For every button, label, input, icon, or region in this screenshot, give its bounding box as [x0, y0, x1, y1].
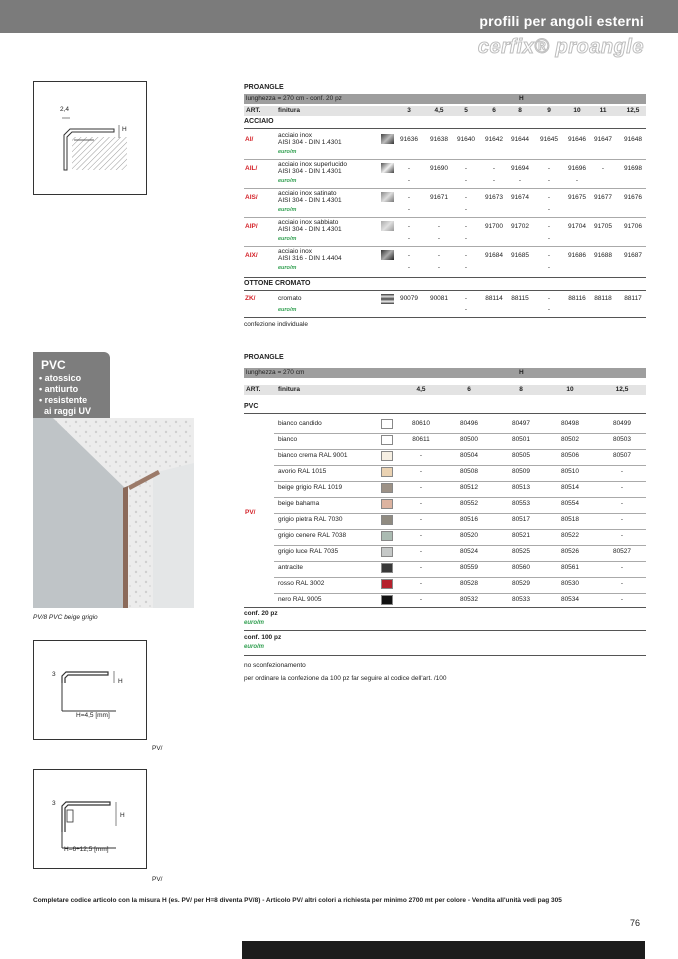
article-code: 80528: [459, 580, 479, 587]
price-cell: -: [547, 235, 551, 242]
article-code: 91673: [484, 194, 504, 201]
article-code: -: [419, 596, 423, 603]
article-code: -: [419, 532, 423, 539]
article-code: 80497: [511, 420, 531, 427]
article-code: -: [464, 223, 468, 230]
price-cell: -: [464, 306, 468, 313]
price-cell: -: [547, 264, 551, 271]
article-code: 90081: [429, 295, 449, 302]
pvc-feature: • resistente: [39, 395, 88, 405]
article-code: 80510: [560, 468, 580, 475]
table2-art-code: PV/: [245, 509, 256, 516]
article-code: 80517: [511, 516, 531, 523]
row-desc: acciaio inox satinato: [278, 190, 337, 197]
article-code: -: [620, 500, 624, 507]
article-code: 91677: [593, 194, 613, 201]
article-code: 80522: [560, 532, 580, 539]
dim-height-label: H: [120, 812, 125, 819]
color-name: beige bahama: [278, 500, 320, 507]
art-code: AIX/: [245, 252, 258, 259]
article-code: 91671: [429, 194, 449, 201]
article-code: -: [419, 564, 423, 571]
euro-label: euro/m: [278, 265, 297, 271]
article-code: -: [620, 468, 624, 475]
color-name: nero RAL 9005: [278, 596, 322, 603]
article-code: 88115: [511, 295, 529, 302]
article-code: 80526: [560, 548, 580, 555]
article-code: 91700: [484, 223, 504, 230]
table2-size-head: 10: [566, 386, 574, 393]
article-code: -: [437, 252, 441, 259]
finish-swatch: [381, 221, 394, 231]
article-code: 88118: [594, 295, 612, 302]
pvc-panel-title: PVC: [41, 358, 66, 372]
article-code: 80530: [560, 580, 580, 587]
table1-colheads: [244, 106, 646, 116]
table-row: [244, 529, 646, 544]
table1-finitura-head: finitura: [278, 107, 301, 114]
article-code: 91640: [456, 136, 476, 143]
row-desc: AISI 316 - DIN 1.4404: [278, 255, 342, 262]
table2-conf20: conf. 20 pz: [244, 610, 278, 617]
table-row: [244, 497, 646, 512]
article-code: 80529: [511, 580, 531, 587]
footer-bar: [242, 941, 645, 959]
color-swatch: [381, 547, 393, 557]
article-code: 88117: [624, 295, 642, 302]
color-name: grigio luce RAL 7035: [278, 548, 339, 555]
table-row: [244, 593, 646, 608]
diagram-code: PV/: [152, 745, 163, 752]
color-swatch: [381, 451, 393, 461]
art-code: AIS/: [245, 194, 258, 201]
article-code: -: [464, 165, 468, 172]
article-code: -: [419, 548, 423, 555]
table1-size-head: 10: [573, 107, 581, 114]
row-desc: acciaio inox superlucido: [278, 161, 348, 168]
table1-subheader: [244, 94, 646, 104]
table-row: [244, 433, 646, 448]
article-code: -: [419, 484, 423, 491]
pvc-feature-panel: [33, 352, 110, 426]
price-cell: -: [437, 235, 441, 242]
table1-size-head: 11: [599, 107, 607, 114]
finish-swatch: [381, 250, 394, 260]
article-code: 80506: [560, 452, 580, 459]
article-code: 91704: [567, 223, 587, 230]
color-swatch: [381, 579, 393, 589]
art-code: ZK/: [245, 295, 256, 302]
article-code: -: [620, 532, 624, 539]
table1-size-head: 9: [547, 107, 551, 114]
article-code: 91705: [593, 223, 613, 230]
article-code: -: [419, 468, 423, 475]
table2-size-head: 12,5: [615, 386, 629, 393]
color-name: avorio RAL 1015: [278, 468, 327, 475]
color-swatch: [381, 435, 393, 445]
price-cell: -: [464, 177, 468, 184]
article-code: -: [407, 252, 411, 259]
photo-caption: PV/8 PVC beige grigio: [33, 614, 98, 621]
table1-subheader-text: lunghezza = 270 cm - conf. 20 pz: [246, 95, 342, 102]
pvc-feature: • antiurto: [39, 384, 79, 394]
page-title: profili per angoli esterni: [479, 13, 644, 29]
page-number: 76: [630, 918, 641, 928]
table2-finitura-head: finitura: [278, 386, 301, 393]
article-code: 80610: [411, 420, 431, 427]
color-name: beige grigio RAL 1019: [278, 484, 343, 491]
row-desc: acciaio inox sabbiato: [278, 219, 339, 226]
diagram-caption: H=6÷12,5 [mm]: [64, 846, 109, 853]
article-code: 80520: [459, 532, 479, 539]
article-code: -: [547, 295, 551, 302]
article-code: 80525: [511, 548, 531, 555]
profile-diagram-pvc-small: [33, 640, 147, 740]
table-row: [244, 577, 646, 592]
footer-note: Completare codice articolo con la misura H (es. PV/ per H=8 diventa PV/8) - Articolo PV/ altri colori a richiesta per minimo 2700 mt per colore - Vendita all'unità vedi pag 305: [33, 897, 562, 904]
article-code: 88116: [568, 295, 586, 302]
dim-width-label: 3: [52, 800, 56, 807]
table-row: [244, 513, 646, 528]
table1-footer: confezione individuale: [244, 321, 308, 328]
dim-width-label: 2,4: [60, 106, 70, 113]
table2-subheader-text: lunghezza = 270 cm: [246, 369, 305, 376]
euro-label: euro/m: [278, 149, 297, 155]
article-code: 91694: [510, 165, 530, 172]
article-code: 80527: [612, 548, 632, 555]
profile-diagram-steel: [33, 81, 147, 195]
article-code: 80509: [511, 468, 531, 475]
article-code: 91698: [623, 165, 643, 172]
article-code: 90079: [399, 295, 419, 302]
article-code: 80500: [459, 436, 479, 443]
table1-size-head: 6: [492, 107, 496, 114]
color-swatch: [381, 595, 393, 605]
article-code: -: [620, 516, 624, 523]
row-desc: AISI 304 - DIN 1.4301: [278, 226, 342, 233]
table2-note2: per ordinare la confezione da 100 pz far seguire al codice dell'art. /100: [244, 675, 447, 682]
article-code: 91684: [484, 252, 504, 259]
article-code: -: [419, 580, 423, 587]
price-cell: -: [464, 206, 468, 213]
table1-art-head: ART.: [246, 107, 261, 114]
article-code: 91685: [510, 252, 530, 259]
article-code: -: [492, 165, 496, 172]
product-photo: [33, 418, 194, 608]
table2-conf100-euro: euro/m: [244, 644, 265, 650]
table2-conf100: conf. 100 pz: [244, 634, 282, 641]
color-name: bianco crema RAL 9001: [278, 452, 348, 459]
table-row: [244, 417, 646, 432]
pvc-feature: • atossico: [39, 373, 82, 383]
article-code: 80504: [459, 452, 479, 459]
pvc-feature-list: [39, 373, 91, 417]
article-code: 91645: [539, 136, 559, 143]
table1-size-head: 3: [407, 107, 411, 114]
table2-size-head: 8: [519, 386, 523, 393]
article-code: 80518: [560, 516, 580, 523]
article-code: -: [547, 165, 551, 172]
art-code: AIL/: [245, 165, 258, 172]
price-cell: -: [575, 177, 579, 184]
row-desc: AISI 304 - DIN 1.4301: [278, 168, 342, 175]
table2-section: PROANGLE: [244, 354, 284, 361]
diagram-caption: H=4,5 [mm]: [76, 712, 110, 719]
color-name: bianco candido: [278, 420, 322, 427]
table1-size-head: 4,5: [434, 107, 444, 114]
article-code: 80513: [511, 484, 531, 491]
color-swatch: [381, 467, 393, 477]
euro-label: euro/m: [278, 307, 297, 313]
article-code: 91688: [593, 252, 613, 259]
article-code: -: [464, 252, 468, 259]
table2-conf20-euro: euro/m: [244, 620, 265, 626]
article-code: 80559: [459, 564, 479, 571]
profile-drawing: [34, 82, 146, 194]
finish-swatch: [381, 192, 394, 202]
table-row: [244, 481, 646, 496]
table1-h-label: H: [519, 95, 524, 102]
euro-label: euro/m: [278, 178, 297, 184]
table1-group-steel: ACCIAIO: [244, 118, 274, 125]
row-desc: acciaio inox: [278, 132, 312, 139]
article-code: 80611: [412, 436, 430, 443]
color-swatch: [381, 499, 393, 509]
article-code: 80501: [511, 436, 531, 443]
profile-drawing: [34, 641, 146, 739]
price-cell: -: [492, 177, 496, 184]
table-row: [244, 465, 646, 480]
article-code: 91676: [623, 194, 643, 201]
pvc-feature: ai raggi UV: [39, 406, 92, 416]
row-desc: cromato: [278, 295, 302, 302]
table-row: [244, 449, 646, 464]
table1-group-brass: OTTONE CROMATO: [244, 280, 311, 287]
row-desc: AISI 304 - DIN 1.4301: [278, 197, 342, 204]
finish-swatch: [381, 163, 394, 173]
color-name: grigio cenere RAL 7038: [278, 532, 347, 539]
table-row: [244, 561, 646, 576]
table-row: [244, 219, 646, 245]
art-code: AI/: [245, 136, 254, 143]
article-code: 91706: [623, 223, 643, 230]
article-code: 80496: [459, 420, 479, 427]
article-code: 80499: [612, 420, 632, 427]
article-code: -: [464, 194, 468, 201]
article-code: 80553: [511, 500, 531, 507]
euro-label: euro/m: [278, 236, 297, 242]
article-code: -: [547, 194, 551, 201]
article-code: -: [620, 484, 624, 491]
article-code: 80533: [511, 596, 531, 603]
article-code: 91696: [567, 165, 587, 172]
article-code: 80554: [560, 500, 580, 507]
article-code: 80498: [560, 420, 580, 427]
table-row: [244, 545, 646, 560]
article-code: -: [419, 500, 423, 507]
article-code: 91686: [567, 252, 587, 259]
article-code: -: [407, 194, 411, 201]
article-code: -: [620, 596, 624, 603]
table2-h-label: H: [519, 369, 524, 376]
article-code: 80512: [459, 484, 479, 491]
dim-width-label: 3: [52, 671, 56, 678]
table2-size-head: 4,5: [416, 386, 426, 393]
article-code: 80514: [560, 484, 580, 491]
price-cell: -: [407, 206, 411, 213]
dim-height-label: H: [118, 678, 123, 685]
article-code: -: [437, 223, 441, 230]
article-code: 91690: [429, 165, 449, 172]
article-code: -: [547, 252, 551, 259]
price-cell: -: [407, 177, 411, 184]
price-cell: -: [437, 264, 441, 271]
table1-section: PROANGLE: [244, 84, 284, 91]
finish-swatch: [381, 294, 394, 304]
color-swatch: [381, 563, 393, 573]
article-code: 80534: [560, 596, 580, 603]
color-swatch: [381, 531, 393, 541]
profile-drawing: [34, 770, 146, 868]
table2-colheads: [244, 385, 646, 395]
table1-size-head: 12,5: [626, 107, 640, 114]
brand-logo: cerfix® proangle: [477, 36, 644, 58]
article-code: -: [407, 165, 411, 172]
price-cell: -: [547, 206, 551, 213]
article-code: -: [601, 165, 605, 172]
price-cell: -: [407, 235, 411, 242]
euro-label: euro/m: [278, 207, 297, 213]
article-code: 80508: [459, 468, 479, 475]
color-name: bianco: [278, 436, 298, 443]
art-code: AIP/: [245, 223, 258, 230]
diagram-code: PV/: [152, 876, 163, 883]
article-code: 91648: [623, 136, 643, 143]
color-swatch: [381, 483, 393, 493]
dim-height-label: H: [122, 126, 127, 133]
article-code: -: [464, 295, 468, 302]
article-code: 80524: [459, 548, 479, 555]
article-code: 80532: [459, 596, 479, 603]
article-code: 91702: [510, 223, 530, 230]
price-cell: -: [518, 177, 522, 184]
price-cell: -: [547, 306, 551, 313]
article-code: 91687: [623, 252, 643, 259]
header-bar: [0, 0, 678, 33]
color-name: grigio pietra RAL 7030: [278, 516, 343, 523]
table1-size-head: 8: [518, 107, 522, 114]
article-code: -: [547, 223, 551, 230]
table-row: [244, 190, 646, 216]
article-code: 91642: [484, 136, 504, 143]
article-code: 80560: [511, 564, 531, 571]
article-code: 91644: [510, 136, 530, 143]
row-desc: acciaio inox: [278, 248, 312, 255]
article-code: 80507: [612, 452, 632, 459]
article-code: 80521: [511, 532, 531, 539]
table2-note1: no sconfezionamento: [244, 662, 306, 669]
article-code: 80505: [511, 452, 531, 459]
article-code: -: [407, 223, 411, 230]
article-code: -: [620, 580, 624, 587]
article-code: 91646: [567, 136, 587, 143]
article-code: 91647: [593, 136, 613, 143]
table-row: [244, 248, 646, 274]
finish-swatch: [381, 134, 394, 144]
table2-art-head: ART.: [246, 386, 261, 393]
article-code: 80552: [459, 500, 479, 507]
color-swatch: [381, 515, 393, 525]
article-code: 80503: [612, 436, 632, 443]
article-code: 80561: [560, 564, 580, 571]
price-cell: -: [464, 235, 468, 242]
table-row: [244, 132, 646, 158]
table-row: [244, 161, 646, 187]
article-code: 91674: [510, 194, 530, 201]
article-code: 91675: [567, 194, 587, 201]
price-cell: -: [407, 264, 411, 271]
table2-group: PVC: [244, 403, 259, 410]
row-desc: AISI 304 - DIN 1.4301: [278, 139, 342, 146]
color-swatch: [381, 419, 393, 429]
article-code: 91636: [399, 136, 419, 143]
table2-size-head: 6: [467, 386, 471, 393]
article-code: -: [419, 516, 423, 523]
color-name: rosso RAL 3002: [278, 580, 325, 587]
table-row: [244, 292, 646, 316]
color-name: antracite: [278, 564, 303, 571]
table2-subheader: [244, 368, 646, 378]
article-code: 80516: [459, 516, 479, 523]
article-code: 91638: [429, 136, 449, 143]
article-code: 80502: [560, 436, 580, 443]
article-code: -: [620, 564, 624, 571]
table1-size-head: 5: [464, 107, 468, 114]
price-cell: -: [464, 264, 468, 271]
profile-diagram-pvc-large: [33, 769, 147, 869]
article-code: -: [419, 452, 423, 459]
article-code: 88114: [485, 295, 503, 302]
price-cell: -: [547, 177, 551, 184]
